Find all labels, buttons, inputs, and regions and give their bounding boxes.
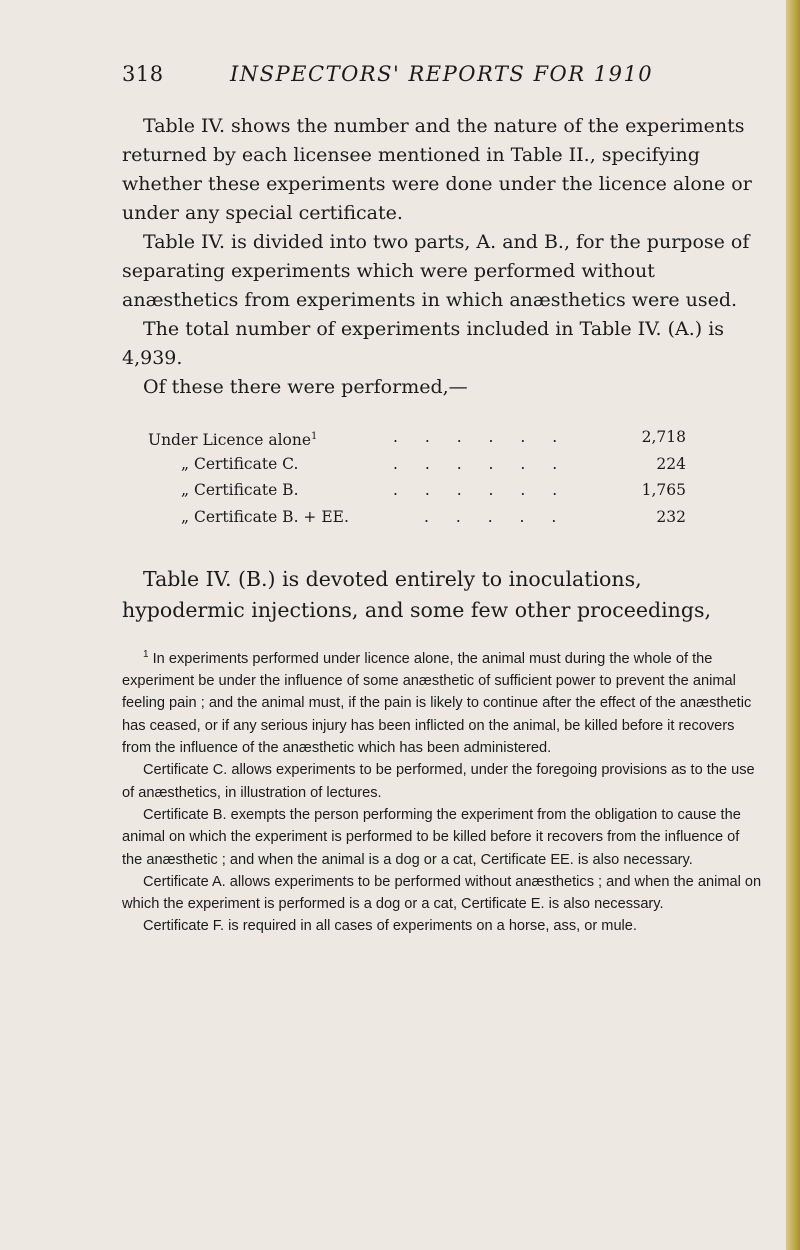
closing-paragraph-block	[122, 564, 762, 626]
footnotes	[122, 644, 762, 938]
running-title: INSPECTORS' REPORTS FOR 1910	[230, 62, 654, 86]
row-label: „ Certificate B.	[181, 481, 299, 499]
footnote-certificate-a: Certificate A. allows experiments to be performed without anæsthetics ; and when the animal on which the experiment is performed is a dog or a cat, Certificate E. is also necessary.	[122, 873, 762, 913]
page-number: 318	[122, 62, 164, 86]
page-edge	[786, 0, 800, 1250]
paragraph-table-iv-description: Table IV. shows the number and the nature of the experiments returned by each licensee mentioned in Table II., specifying whether these experiments were done under the licence alone or under any special certificate.	[122, 115, 752, 224]
leader-dots: . . . . .	[424, 507, 568, 526]
footnote-text: In experiments performed under licence alone, the animal must during the whole of the experiment be under the influence of some anæsthetic of sufficient power to prevent the animal feeling pain ; and the animal must, if the pain is likely to continue after the effect of the anæsthetic has ceased, or if any serious injury has been inflicted on the animal, be killed before it recovers from the influence of the anæsthetic which has been administered.	[122, 650, 752, 757]
paragraph-performed-intro: Of these there were performed,—	[143, 376, 468, 398]
performed-table	[148, 424, 718, 530]
footnote-mark: 1	[143, 649, 149, 660]
row-value: 1,765	[641, 481, 686, 499]
row-value: 2,718	[641, 428, 686, 446]
intro-paragraphs	[122, 112, 762, 402]
leader-dots: . . . . . .	[393, 428, 569, 446]
running-header	[122, 62, 722, 92]
footnote-certificate-c: Certificate C. allows experiments to be performed, under the foregoing provisions as to the use of anæsthetics, in illustration of lectures.	[122, 762, 755, 801]
row-label: „ Certificate B. + EE.	[181, 507, 349, 526]
row-value: 224	[656, 454, 686, 473]
table-row	[148, 477, 718, 504]
table-row	[148, 451, 718, 478]
row-label: Under Licence alone	[148, 431, 312, 450]
paragraph-total-experiments: The total number of experiments included in Table IV. (A.) is 4,939.	[122, 318, 725, 369]
row-value: 232	[656, 507, 686, 526]
footnote-licence-alone	[122, 644, 762, 759]
table-row	[148, 504, 718, 531]
paragraph-table-iv-b: Table IV. (B.) is devoted entirely to inoculations, hypodermic injections, and some few other proceedings,	[122, 567, 711, 622]
footnote-mark: 1	[311, 431, 318, 442]
table-row	[148, 424, 718, 451]
leader-dots: . . . . . .	[393, 454, 569, 473]
row-label: „ Certificate C.	[181, 454, 299, 473]
footnote-certificate-f: Certificate F. is required in all cases of experiments on a horse, ass, or mule.	[143, 918, 637, 935]
leader-dots: . . . . . .	[393, 481, 569, 499]
footnote-certificate-b: Certificate B. exempts the person performing the experiment from the obligation to cause the animal on which the experiment is performed to be killed before it recovers from the influence of the anæsthetic ; and when the animal is a dog or a cat, Certificate EE. is also necessary.	[122, 806, 741, 868]
paragraph-table-iv-division: Table IV. is divided into two parts, A. and B., for the purpose of separating experiments which were performed without anæsthetics from experiments in which anæsthetics were used.	[122, 231, 750, 311]
